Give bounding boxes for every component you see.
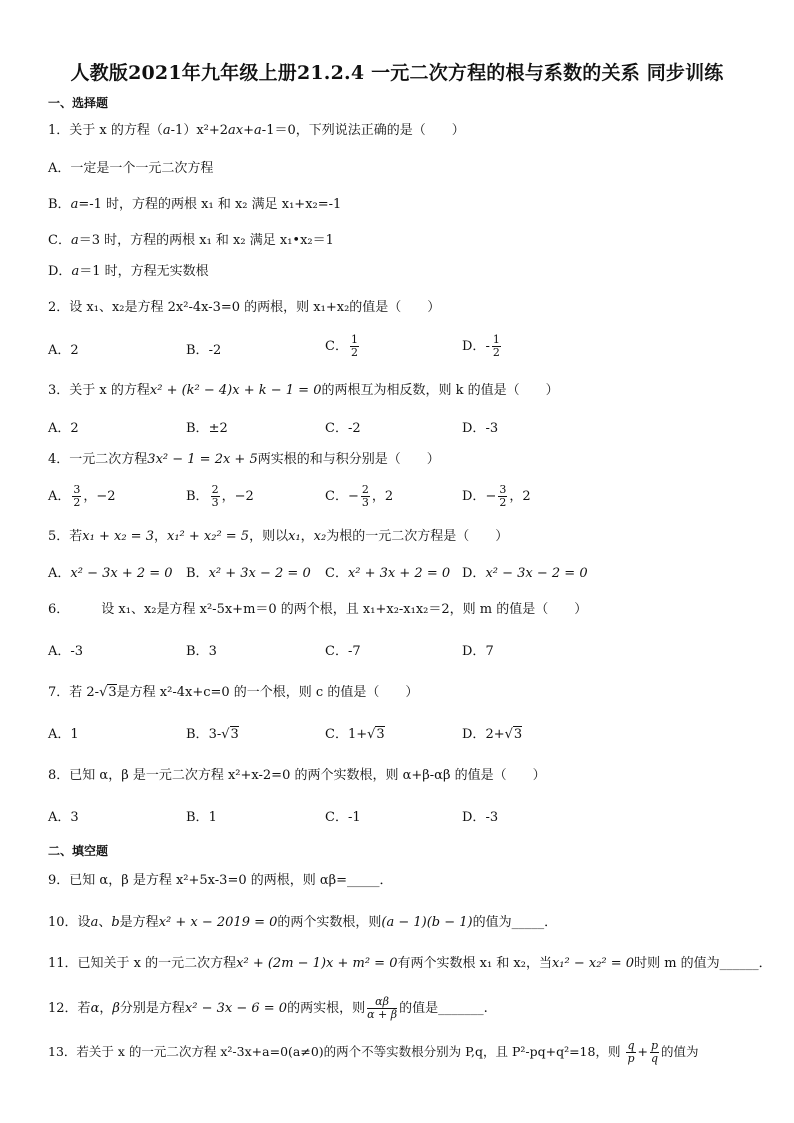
q2-option-d: D．- $\frac{1}{2}$ [462, 333, 500, 359]
q7-option-d: D．2+√3 [462, 727, 523, 742]
question-5: 5．若x₁ + x₂ = 3，x₁² + x₂² = 5，则以x₁，x₂为根的一元二次方程是（ ） [48, 529, 509, 544]
q7-option-c: C．1+√3 [325, 727, 385, 742]
question-1: 1．关于 x 的方程（a-1）x²+2ax+a-1＝0，下列说法正确的是（ ） [48, 123, 465, 138]
question-13: 13．若关于 x 的一元二次方程 x²-3x+a=0(a≠0)的两个不等实数根分别为 P,q，且 P²-pq+q²=18，则 $\frac{q}{p}$ + $\frac{p}{q}$ 的值为 [48, 1039, 699, 1065]
question-12: 12．若α，β分别是方程x² − 3x − 6 = 0的两实根，则 $\frac{\alpha\beta}{\alpha + \beta}$ 的值是_______. [48, 995, 488, 1021]
q6-option-b: B．3 [186, 644, 217, 659]
q4-option-a: A． $\frac{3}{2}$ ，−2 [48, 483, 116, 509]
q3-option-a: A．2 [48, 421, 79, 436]
question-3: 3．关于 x 的方程x² + (k² − 4)x + k − 1 = 0的两根互为相反数，则 k 的值是（ ） [48, 383, 559, 398]
q4-option-d: D．− $\frac{3}{2}$ ，2 [462, 483, 531, 509]
q5-option-b: B．x² + 3x − 2 = 0 [186, 566, 311, 581]
question-10: 10．设a、b是方程x² + x − 2019 = 0的两个实数根，则(a − 1)(b − 1)的值为_____． [48, 915, 558, 930]
q2-option-a: A．2 [48, 343, 79, 358]
q1-option-b: B．a=-1 时，方程的两根 x₁ 和 x₂ 满足 x₁+x₂=-1 [48, 197, 342, 212]
q7-option-b: B．3-√3 [186, 727, 239, 742]
q4-option-b: B． $\frac{2}{3}$ ，−2 [186, 483, 254, 509]
q8-option-a: A．3 [48, 810, 79, 825]
q2-option-b: B．-2 [186, 343, 222, 358]
section-heading-fill: 二、填空题 [48, 844, 109, 858]
question-9: 9．已知 α，β 是方程 x²+5x-3=0 的两根，则 αβ=_____． [48, 873, 393, 888]
q1-option-d: D．a＝1 时，方程无实数根 [48, 264, 209, 279]
q8-option-b: B．1 [186, 810, 217, 825]
q6-option-a: A．-3 [48, 644, 84, 659]
q3-option-c: C．-2 [325, 421, 361, 436]
page-title: 人教版2021年九年级上册21.2.4 一元二次方程的根与系数的关系 同步训练 [70, 62, 724, 84]
q4-option-c: C．− $\frac{2}{3}$ ，2 [325, 483, 394, 509]
question-8: 8．已知 α，β 是一元二次方程 x²+x-2=0 的两个实数根，则 α+β-αβ 的值是（ ） [48, 768, 546, 783]
q8-option-d: D．-3 [462, 810, 499, 825]
q1-option-a: A．一定是一个一元二次方程 [48, 161, 214, 176]
q6-option-c: C．-7 [325, 644, 361, 659]
q8-option-c: C．-1 [325, 810, 361, 825]
question-11: 11．已知关于 x 的一元二次方程x² + (2m − 1)x + m² = 0有两个实数根 x₁ 和 x₂，当x₁² − x₂² = 0时则 m 的值为______． [48, 956, 772, 971]
question-2: 2．设 x₁、x₂是方程 2x²-4x-3=0 的两根，则 x₁+x₂的值是（ ） [48, 300, 441, 315]
q5-option-c: C．x² + 3x + 2 = 0 [325, 566, 451, 581]
question-6: 6． 设 x₁、x₂是方程 x²-5x+m＝0 的两个根，且 x₁+x₂-x₁x₂＝2，则 m 的值是（ ） [48, 602, 588, 617]
q2-option-c: C． $\frac{1}{2}$ [325, 333, 358, 359]
q7-option-a: A．1 [48, 727, 79, 742]
question-7: 7．若 2-√3是方程 x²-4x+c=0 的一个根，则 c 的值是（ ） [48, 685, 419, 700]
section-heading-choice: 一、选择题 [48, 96, 109, 110]
q1-option-c: C．a＝3 时，方程的两根 x₁ 和 x₂ 满足 x₁•x₂＝1 [48, 233, 334, 248]
q6-option-d: D．7 [462, 644, 494, 659]
question-4: 4．一元二次方程3x² − 1 = 2x + 5两实根的和与积分别是（ ） [48, 452, 440, 467]
q3-option-d: D．-3 [462, 421, 499, 436]
q3-option-b: B．±2 [186, 421, 228, 436]
q5-option-d: D．x² − 3x − 2 = 0 [462, 566, 588, 581]
q5-option-a: A．x² − 3x + 2 = 0 [48, 566, 173, 581]
